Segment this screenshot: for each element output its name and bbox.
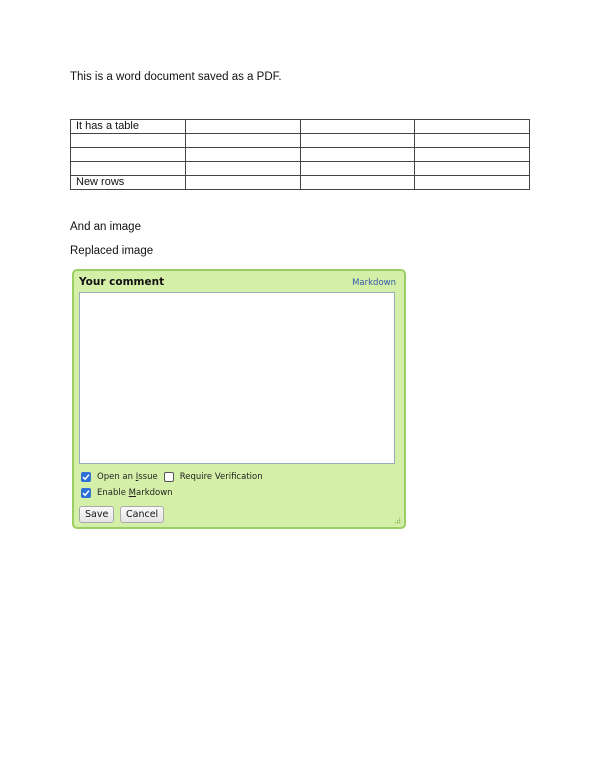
table-cell — [185, 134, 300, 148]
open-issue-checkbox[interactable] — [81, 472, 91, 482]
table-cell — [185, 176, 300, 190]
table-cell — [300, 134, 415, 148]
save-button[interactable]: Save — [79, 506, 114, 523]
table-row — [71, 162, 530, 176]
table-cell — [185, 162, 300, 176]
open-issue-label[interactable] — [97, 472, 158, 482]
table-cell — [415, 162, 530, 176]
cancel-button[interactable]: Cancel — [120, 506, 164, 523]
require-verification-checkbox[interactable] — [164, 472, 174, 482]
table-cell — [415, 134, 530, 148]
document-table — [70, 119, 530, 190]
require-verification-label[interactable]: Require Verification — [179, 472, 263, 482]
table-cell — [71, 162, 186, 176]
open-issue-label-pre: Open an — [97, 472, 136, 482]
checkmark-icon — [82, 473, 90, 481]
open-issue-label-post: ssue — [138, 472, 158, 482]
table-cell: It has a table — [71, 120, 186, 134]
table-row — [71, 134, 530, 148]
table-cell — [300, 162, 415, 176]
markdown-help-link[interactable]: Markdown — [352, 278, 396, 288]
comment-title: Your comment — [79, 276, 165, 288]
resize-grip-icon[interactable] — [393, 516, 401, 524]
enable-markdown-label-pre: Enable — [97, 488, 129, 498]
table-cell — [185, 120, 300, 134]
open-issue-label-accel: I — [135, 472, 139, 482]
table-cell — [71, 148, 186, 162]
table-cell — [300, 176, 415, 190]
comment-widget — [72, 269, 406, 529]
table-cell — [185, 148, 300, 162]
table-cell — [300, 120, 415, 134]
table-cell — [415, 120, 530, 134]
enable-markdown-label-post: arkdown — [136, 488, 173, 498]
checkmark-icon — [82, 489, 90, 497]
table-row — [71, 120, 530, 134]
comment-options-row-1 — [81, 472, 263, 482]
enable-markdown-label-accel: M — [128, 488, 136, 498]
enable-markdown-label[interactable] — [97, 488, 173, 498]
comment-options-row-2 — [81, 488, 173, 498]
table-cell — [300, 148, 415, 162]
intro-paragraph: This is a word document saved as a PDF. — [70, 71, 282, 83]
table-cell — [71, 134, 186, 148]
image-caption: And an image — [70, 221, 141, 233]
table-cell: New rows — [71, 176, 186, 190]
table-cell — [415, 148, 530, 162]
replaced-image-caption: Replaced image — [70, 245, 154, 257]
table-row — [71, 176, 530, 190]
enable-markdown-checkbox[interactable] — [81, 488, 91, 498]
table-cell — [415, 176, 530, 190]
comment-textarea[interactable] — [79, 292, 395, 464]
table-row — [71, 148, 530, 162]
